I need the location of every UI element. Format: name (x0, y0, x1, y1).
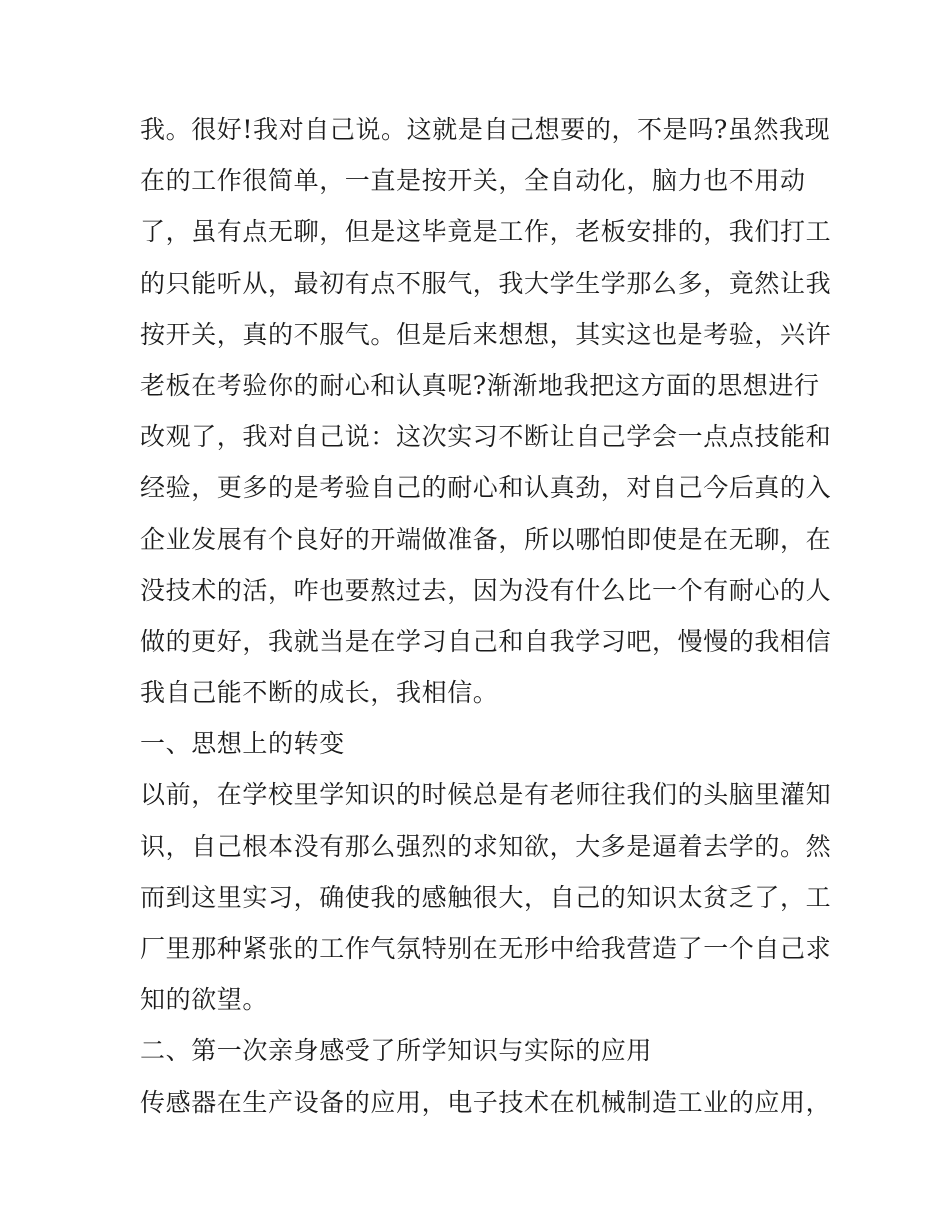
paragraph-line: 经验，更多的是考验自己的耐心和认真劲，对自己今后真的入 (140, 473, 832, 503)
paragraph-line: 识，自己根本没有那么强烈的求知欲，大多是逼着去学的。然 (140, 831, 832, 861)
paragraph-line: 老板在考验你的耐心和认真呢?渐渐地我把这方面的思想进行 (140, 370, 820, 400)
paragraph-line: 传感器在生产设备的应用，电子技术在机械制造工业的应用， (140, 1087, 832, 1117)
paragraph-line: 我自己能不断的成长，我相信。 (140, 678, 499, 708)
paragraph-line: 而到这里实习，确使我的感触很大，自己的知识太贫乏了，工 (140, 882, 832, 912)
paragraph-line: 在的工作很简单，一直是按开关，全自动化，脑力也不用动 (140, 166, 806, 196)
paragraph-line: 以前，在学校里学知识的时候总是有老师往我们的头脑里灌知 (140, 780, 832, 810)
section-heading: 一、思想上的转变 (140, 729, 345, 759)
document-body (140, 104, 830, 1128)
paragraph-line: 厂里那种紧张的工作气氛特别在无形中给我营造了一个自己求 (140, 934, 832, 963)
paragraph-line: 知的欲望。 (140, 985, 269, 1015)
paragraph-line: 我。很好!我对自己说。这就是自己想要的，不是吗?虽然我现 (140, 115, 831, 144)
paragraph-line: 没技术的活，咋也要熬过去，因为没有什么比一个有耐心的人 (140, 575, 832, 605)
paragraph-line: 做的更好，我就当是在学习自己和自我学习吧，慢慢的我相信 (140, 626, 832, 656)
paragraph-line: 改观了，我对自己说：这次实习不断让自己学会一点点技能和 (140, 422, 832, 452)
paragraph-line: 按开关，真的不服气。但是后来想想，其实这也是考验，兴许 (140, 319, 832, 349)
paragraph-line: 企业发展有个良好的开端做准备，所以哪怕即使是在无聊，在 (140, 524, 832, 554)
paragraph-line: 了，虽有点无聊，但是这毕竟是工作，老板安排的，我们打工 (140, 217, 832, 247)
paragraph-line: 的只能听从，最初有点不服气，我大学生学那么多，竟然让我 (140, 268, 832, 298)
section-heading: 二、第一次亲身感受了所学知识与实际的应用 (140, 1036, 653, 1066)
